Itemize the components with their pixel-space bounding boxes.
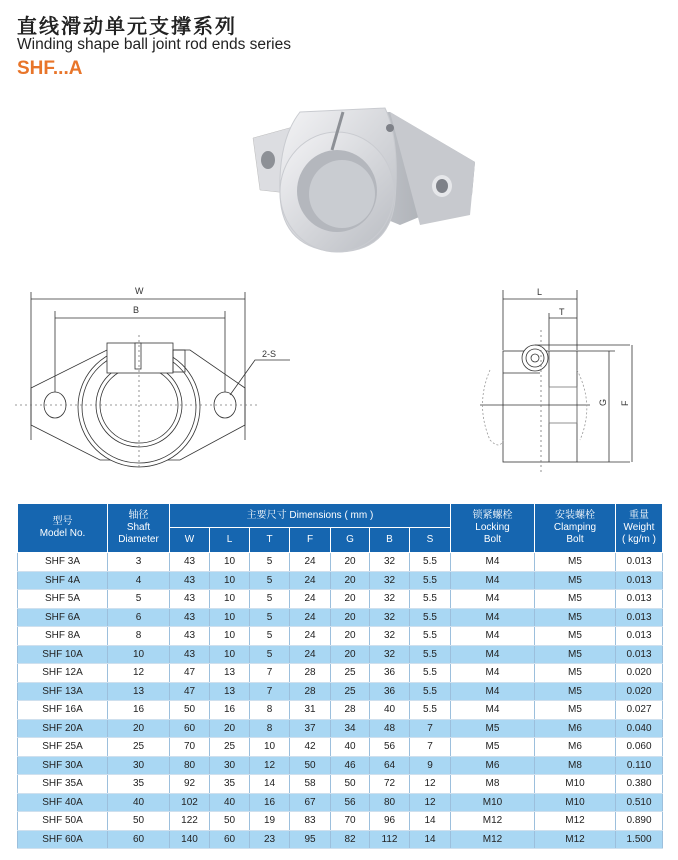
table-cell: 0.060 — [616, 738, 663, 757]
table-cell: 32 — [370, 571, 410, 590]
table-cell: 8 — [250, 719, 290, 738]
table-cell: 60 — [108, 830, 170, 849]
table-cell: 13 — [210, 664, 250, 683]
table-cell: 12 — [108, 664, 170, 683]
table-cell: 28 — [331, 701, 370, 720]
table-cell: 10 — [108, 645, 170, 664]
table-cell: 12 — [250, 756, 290, 775]
table-cell: 24 — [290, 571, 331, 590]
header-dim-t: T — [250, 528, 290, 553]
table-cell: 5.5 — [410, 664, 451, 683]
table-cell: 67 — [290, 793, 331, 812]
header-model-cn: 型号 — [52, 516, 73, 527]
table-cell: SHF 6A — [18, 608, 108, 627]
table-cell: 7 — [250, 664, 290, 683]
table-cell: SHF 16A — [18, 701, 108, 720]
table-cell: 0.380 — [616, 775, 663, 794]
table-cell: 30 — [108, 756, 170, 775]
table-row — [18, 701, 663, 720]
table-row — [18, 590, 663, 609]
table-cell: SHF 25A — [18, 738, 108, 757]
table-cell: SHF 20A — [18, 719, 108, 738]
table-cell: 5 — [250, 645, 290, 664]
table-cell: 20 — [210, 719, 250, 738]
dim-label-f: F — [620, 400, 630, 406]
header-locking-en2: Bolt — [483, 534, 502, 545]
table-cell: 24 — [290, 627, 331, 646]
table-cell: 20 — [331, 571, 370, 590]
table-cell: SHF 40A — [18, 793, 108, 812]
table-cell: 64 — [370, 756, 410, 775]
table-cell: 20 — [331, 645, 370, 664]
table-cell: 82 — [331, 830, 370, 849]
table-cell: 0.110 — [616, 756, 663, 775]
table-cell: SHF 8A — [18, 627, 108, 646]
header-dim-w: W — [170, 528, 210, 553]
table-cell: 30 — [210, 756, 250, 775]
table-cell: 5.5 — [410, 590, 451, 609]
table-cell: 24 — [290, 553, 331, 572]
header-shaft-en2: Diameter — [118, 534, 159, 545]
table-row — [18, 775, 663, 794]
table-cell: SHF 60A — [18, 830, 108, 849]
title-english: Winding shape ball joint rod ends series — [17, 36, 291, 53]
table-cell: 16 — [108, 701, 170, 720]
table-cell: 5.5 — [410, 682, 451, 701]
header-locking — [451, 504, 535, 553]
table-cell: 31 — [290, 701, 331, 720]
table-cell: M5 — [535, 701, 616, 720]
table-row — [18, 571, 663, 590]
table-cell: 0.040 — [616, 719, 663, 738]
header-clamping — [535, 504, 616, 553]
table-cell: 122 — [170, 812, 210, 831]
dim-label-l: L — [537, 287, 543, 297]
table-cell: M12 — [451, 830, 535, 849]
table-cell: SHF 12A — [18, 664, 108, 683]
table-row — [18, 719, 663, 738]
table-cell: 0.013 — [616, 571, 663, 590]
table-cell: 0.020 — [616, 682, 663, 701]
table-cell: 40 — [108, 793, 170, 812]
table-cell: 20 — [331, 553, 370, 572]
table-cell: M5 — [535, 645, 616, 664]
table-cell: M5 — [535, 608, 616, 627]
table-cell: SHF 3A — [18, 553, 108, 572]
table-cell: 8 — [108, 627, 170, 646]
table-cell: 5.5 — [410, 645, 451, 664]
table-cell: M12 — [535, 830, 616, 849]
table-cell: M5 — [535, 553, 616, 572]
table-cell: 32 — [370, 590, 410, 609]
table-row — [18, 645, 663, 664]
table-row — [18, 756, 663, 775]
table-cell: 50 — [210, 812, 250, 831]
spec-table — [17, 503, 663, 849]
header-weight-en2: ( kg/m ) — [622, 534, 656, 545]
table-cell: SHF 35A — [18, 775, 108, 794]
table-cell: 70 — [331, 812, 370, 831]
table-cell: 6 — [108, 608, 170, 627]
title-chinese: 直线滑动单元支撑系列 — [17, 16, 237, 38]
table-cell: 5 — [250, 571, 290, 590]
table-cell: 43 — [170, 608, 210, 627]
table-cell: 140 — [170, 830, 210, 849]
table-cell: 46 — [331, 756, 370, 775]
table-cell: 56 — [370, 738, 410, 757]
table-cell: M10 — [451, 793, 535, 812]
table-cell: 25 — [331, 682, 370, 701]
table-cell: 3 — [108, 553, 170, 572]
table-cell: 14 — [410, 830, 451, 849]
table-cell: 20 — [331, 608, 370, 627]
model-series: SHF...A — [17, 58, 83, 79]
table-cell: 83 — [290, 812, 331, 831]
table-cell: 70 — [170, 738, 210, 757]
table-row — [18, 830, 663, 849]
table-cell: 7 — [250, 682, 290, 701]
table-cell: 112 — [370, 830, 410, 849]
table-cell: 20 — [108, 719, 170, 738]
table-cell: 9 — [410, 756, 451, 775]
table-cell: 19 — [250, 812, 290, 831]
table-cell: 36 — [370, 664, 410, 683]
table-cell: M10 — [535, 775, 616, 794]
table-cell: 1.500 — [616, 830, 663, 849]
table-cell: 20 — [331, 590, 370, 609]
dim-label-b: B — [133, 305, 140, 315]
table-cell: 25 — [331, 664, 370, 683]
table-cell: M6 — [451, 756, 535, 775]
table-cell: 36 — [370, 682, 410, 701]
table-cell: 5 — [108, 590, 170, 609]
header-locking-en1: Locking — [475, 522, 510, 533]
table-cell: M4 — [451, 627, 535, 646]
table-cell: M4 — [451, 701, 535, 720]
table-cell: M12 — [535, 812, 616, 831]
table-cell: 0.013 — [616, 608, 663, 627]
table-cell: 5 — [250, 627, 290, 646]
table-row — [18, 793, 663, 812]
table-cell: 96 — [370, 812, 410, 831]
table-cell: 43 — [170, 590, 210, 609]
table-cell: 80 — [370, 793, 410, 812]
table-cell: 16 — [210, 701, 250, 720]
table-cell: 7 — [410, 719, 451, 738]
dim-label-w: W — [135, 286, 144, 296]
table-cell: 12 — [410, 793, 451, 812]
table-cell: 10 — [210, 553, 250, 572]
table-cell: 7 — [410, 738, 451, 757]
table-cell: 5 — [250, 608, 290, 627]
table-cell: 14 — [250, 775, 290, 794]
header-shaft-en1: Shaft — [126, 522, 151, 533]
header-dim-f: F — [290, 528, 331, 553]
table-cell: M4 — [451, 590, 535, 609]
header-dim-b: B — [370, 528, 410, 553]
table-cell: SHF 50A — [18, 812, 108, 831]
table-cell: 32 — [370, 645, 410, 664]
header-dim-g: G — [331, 528, 370, 553]
header-dimensions: 主要尺寸 Dimensions ( mm ) — [170, 504, 451, 528]
table-cell: 8 — [250, 701, 290, 720]
table-cell: SHF 5A — [18, 590, 108, 609]
dim-label-s: 2-S — [262, 349, 277, 359]
table-cell: 95 — [290, 830, 331, 849]
table-cell: 56 — [331, 793, 370, 812]
header-model — [18, 504, 108, 553]
table-cell: 24 — [290, 645, 331, 664]
table-cell: 12 — [410, 775, 451, 794]
table-cell: 24 — [290, 608, 331, 627]
table-cell: 0.890 — [616, 812, 663, 831]
table-cell: M4 — [451, 682, 535, 701]
table-cell: 48 — [370, 719, 410, 738]
table-cell: 50 — [108, 812, 170, 831]
table-cell: 10 — [210, 608, 250, 627]
table-cell: 25 — [210, 738, 250, 757]
table-cell: 35 — [108, 775, 170, 794]
dim-label-g: G — [598, 398, 608, 406]
table-cell: 10 — [210, 571, 250, 590]
table-cell: M6 — [535, 719, 616, 738]
header-clamping-en2: Bolt — [566, 534, 584, 545]
table-cell: 5 — [250, 590, 290, 609]
table-cell: SHF 30A — [18, 756, 108, 775]
table-cell: 4 — [108, 571, 170, 590]
table-cell: 60 — [170, 719, 210, 738]
table-row — [18, 812, 663, 831]
table-cell: 102 — [170, 793, 210, 812]
table-cell: 92 — [170, 775, 210, 794]
table-cell: M4 — [451, 608, 535, 627]
table-cell: 37 — [290, 719, 331, 738]
table-cell: 0.020 — [616, 664, 663, 683]
table-cell: 20 — [331, 627, 370, 646]
table-cell: 10 — [210, 627, 250, 646]
table-cell: 43 — [170, 645, 210, 664]
table-cell: 42 — [290, 738, 331, 757]
table-cell: M4 — [451, 664, 535, 683]
table-cell: 10 — [250, 738, 290, 757]
table-cell: 43 — [170, 627, 210, 646]
table-cell: 5.5 — [410, 627, 451, 646]
table-cell: 60 — [210, 830, 250, 849]
table-cell: 10 — [210, 645, 250, 664]
table-cell: 28 — [290, 682, 331, 701]
table-cell: 35 — [210, 775, 250, 794]
table-cell: 58 — [290, 775, 331, 794]
table-cell: 43 — [170, 571, 210, 590]
header-locking-cn: 锁紧螺栓 — [472, 510, 513, 521]
table-cell: M5 — [535, 590, 616, 609]
table-cell: 47 — [170, 682, 210, 701]
table-cell: M4 — [451, 645, 535, 664]
table-cell: M8 — [535, 756, 616, 775]
table-cell: M4 — [451, 553, 535, 572]
table-cell: 23 — [250, 830, 290, 849]
table-cell: 0.013 — [616, 645, 663, 664]
table-cell: 32 — [370, 608, 410, 627]
table-cell: M8 — [451, 775, 535, 794]
table-cell: 16 — [250, 793, 290, 812]
table-row — [18, 664, 663, 683]
table-cell: 50 — [331, 775, 370, 794]
table-cell: 5.5 — [410, 608, 451, 627]
table-cell: 13 — [210, 682, 250, 701]
table-cell: 50 — [170, 701, 210, 720]
table-cell: M12 — [451, 812, 535, 831]
table-cell: 0.510 — [616, 793, 663, 812]
header-shaft-cn: 轴径 — [128, 510, 149, 521]
table-cell: 40 — [370, 701, 410, 720]
table-cell: 40 — [331, 738, 370, 757]
table-cell: M5 — [535, 664, 616, 683]
table-cell: 0.013 — [616, 553, 663, 572]
table-row — [18, 627, 663, 646]
table-cell: 5.5 — [410, 571, 451, 590]
table-cell: SHF 10A — [18, 645, 108, 664]
table-cell: 5.5 — [410, 553, 451, 572]
table-cell: M5 — [535, 571, 616, 590]
table-row — [18, 553, 663, 572]
table-cell: 72 — [370, 775, 410, 794]
table-row — [18, 682, 663, 701]
table-cell: M5 — [451, 719, 535, 738]
table-cell: 14 — [410, 812, 451, 831]
table-cell: 13 — [108, 682, 170, 701]
table-cell: 0.027 — [616, 701, 663, 720]
header-weight-en1: Weight — [623, 522, 655, 533]
table-cell: M10 — [535, 793, 616, 812]
header-dim-s: S — [410, 528, 451, 553]
table-cell: 25 — [108, 738, 170, 757]
header-clamping-cn: 安装螺栓 — [555, 510, 595, 521]
table-cell: SHF 4A — [18, 571, 108, 590]
table-cell: 80 — [170, 756, 210, 775]
table-cell: 50 — [290, 756, 331, 775]
table-cell: M5 — [451, 738, 535, 757]
table-cell: 24 — [290, 590, 331, 609]
table-cell: M5 — [535, 627, 616, 646]
table-cell: M5 — [535, 682, 616, 701]
header-shaft — [108, 504, 170, 553]
table-cell: M6 — [535, 738, 616, 757]
table-cell: 32 — [370, 627, 410, 646]
table-cell: SHF 13A — [18, 682, 108, 701]
table-cell: 0.013 — [616, 590, 663, 609]
dim-label-t: T — [559, 307, 565, 317]
header-model-en: Model No. — [39, 528, 86, 539]
table-cell: 0.013 — [616, 627, 663, 646]
table-cell: 34 — [331, 719, 370, 738]
table-cell: 28 — [290, 664, 331, 683]
table-cell: 40 — [210, 793, 250, 812]
table-row — [18, 738, 663, 757]
table-cell: 10 — [210, 590, 250, 609]
header-clamping-en1: Clamping — [553, 522, 597, 533]
header-weight — [616, 504, 663, 553]
table-cell: 43 — [170, 553, 210, 572]
table-cell: 47 — [170, 664, 210, 683]
table-cell: 32 — [370, 553, 410, 572]
table-cell: M4 — [451, 571, 535, 590]
header-dim-l: L — [210, 528, 250, 553]
table-cell: 5.5 — [410, 701, 451, 720]
table-cell: 5 — [250, 553, 290, 572]
header-weight-cn: 重量 — [629, 510, 649, 521]
table-row — [18, 608, 663, 627]
